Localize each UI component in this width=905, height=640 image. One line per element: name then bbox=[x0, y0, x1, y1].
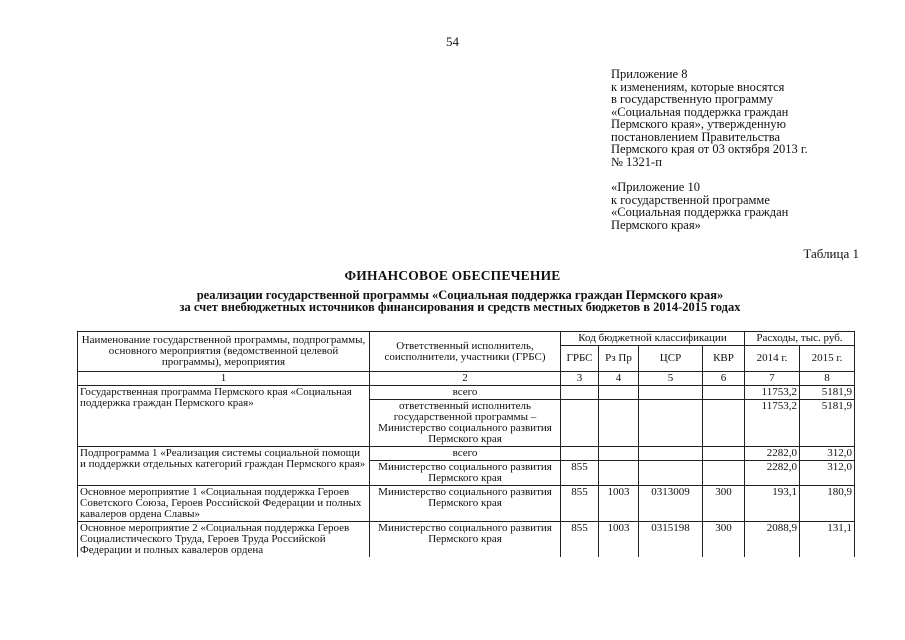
cell-rzpr: 1003 bbox=[599, 522, 639, 558]
row-executor: Министерство социального развития Пермского края bbox=[370, 486, 561, 522]
cell-kvr bbox=[703, 400, 745, 447]
row-executor: Министерство социального развития Пермского края bbox=[370, 522, 561, 558]
column-number: 5 bbox=[639, 372, 703, 386]
row-executor: ответственный исполнитель государственной программы – Министерство социального развития Пермского края bbox=[370, 400, 561, 447]
table-row bbox=[78, 486, 855, 522]
page-number: 54 bbox=[446, 34, 459, 49]
document-title: ФИНАНСОВОЕ ОБЕСПЕЧЕНИЕ bbox=[344, 268, 561, 283]
cell-kvr: 300 bbox=[703, 486, 745, 522]
appendix-10-line: «Социальная поддержка граждан bbox=[611, 205, 789, 219]
cell-kvr bbox=[703, 447, 745, 461]
cell-rzpr bbox=[599, 447, 639, 461]
cell-kvr: 300 bbox=[703, 522, 745, 558]
appendix-8-line: постановлением Правительства bbox=[611, 129, 781, 144]
cell-2015: 131,1 bbox=[800, 522, 855, 558]
cell-csr: 0313009 bbox=[639, 486, 703, 522]
appendix-8-line: «Социальная поддержка граждан bbox=[611, 104, 789, 119]
row-executor: всего bbox=[370, 386, 561, 400]
appendix-8-line: Приложение 8 bbox=[611, 67, 688, 81]
appendix-10-note bbox=[611, 181, 871, 231]
column-number: 2 bbox=[370, 372, 561, 386]
header-kvr: КВР bbox=[703, 346, 745, 372]
cell-grbs bbox=[561, 386, 599, 400]
cell-2015: 5181,9 bbox=[800, 386, 855, 400]
row-executor: Министерство социального развития Пермского края bbox=[370, 461, 561, 486]
header-rzpr: Рз Пр bbox=[599, 346, 639, 372]
cell-2014: 2088,9 bbox=[745, 522, 800, 558]
cell-2014: 2282,0 bbox=[745, 447, 800, 461]
appendix-10-line: к государственной программе bbox=[611, 192, 770, 207]
financing-table bbox=[77, 331, 855, 557]
cell-rzpr bbox=[599, 386, 639, 400]
subtitle-line: реализации государственной программы «Социальная поддержка граждан Пермского края» bbox=[196, 288, 724, 302]
cell-rzpr bbox=[599, 400, 639, 447]
cell-rzpr bbox=[599, 461, 639, 486]
cell-2015: 5181,9 bbox=[800, 400, 855, 447]
header-2014: 2014 г. bbox=[745, 346, 800, 372]
cell-csr: 0315198 bbox=[639, 522, 703, 558]
appendix-8-line: в государственную программу bbox=[611, 92, 774, 106]
appendix-8-line: Пермского края», утвержденную bbox=[611, 117, 786, 131]
appendix-8-line: № 1321-п bbox=[611, 154, 662, 169]
table-row bbox=[78, 447, 855, 461]
row-name: Основное мероприятие 2 «Социальная поддержка Героев Социалистического Труда, Героев Труда Российской Федерации и полных кавалеров ордена bbox=[78, 522, 370, 558]
row-name: Подпрограмма 1 «Реализация системы социальной помощи и поддержки отдельных категорий граждан Пермского края» bbox=[78, 447, 370, 486]
table-row bbox=[78, 386, 855, 400]
cell-2014: 11753,2 bbox=[745, 386, 800, 400]
cell-kvr bbox=[703, 461, 745, 486]
table-row bbox=[78, 522, 855, 558]
cell-csr bbox=[639, 400, 703, 447]
table-label: Таблица 1 bbox=[803, 246, 859, 261]
cell-grbs: 855 bbox=[561, 522, 599, 558]
cell-grbs: 855 bbox=[561, 461, 599, 486]
row-name: Государственная программа Пермского края «Социальная поддержка граждан Пермского края» bbox=[78, 386, 370, 447]
column-number: 1 bbox=[78, 372, 370, 386]
header-grbs: ГРБС bbox=[561, 346, 599, 372]
cell-kvr bbox=[703, 386, 745, 400]
appendix-8-line: к изменениям, которые вносятся bbox=[611, 79, 785, 94]
header-2015: 2015 г. bbox=[800, 346, 855, 372]
cell-csr bbox=[639, 386, 703, 400]
cell-2014: 11753,2 bbox=[745, 400, 800, 447]
cell-2015: 312,0 bbox=[800, 461, 855, 486]
header-csr: ЦСР bbox=[639, 346, 703, 372]
document-subtitle bbox=[60, 289, 860, 313]
cell-grbs bbox=[561, 447, 599, 461]
cell-csr bbox=[639, 447, 703, 461]
appendix-8-line: Пермского края от 03 октября 2013 г. bbox=[611, 142, 808, 156]
cell-2015: 312,0 bbox=[800, 447, 855, 461]
header-expenses: Расходы, тыс. руб. bbox=[745, 332, 855, 346]
header-budget-code: Код бюджетной классификации bbox=[561, 332, 745, 346]
cell-grbs bbox=[561, 400, 599, 447]
column-number: 6 bbox=[703, 372, 745, 386]
appendix-8-note bbox=[611, 68, 871, 168]
row-name: Основное мероприятие 1 «Социальная поддержка Героев Советского Союза, Героев Российской Федерации и полных кавалеров ордена Славы» bbox=[78, 486, 370, 522]
cell-grbs: 855 bbox=[561, 486, 599, 522]
column-number: 7 bbox=[745, 372, 800, 386]
column-number: 4 bbox=[599, 372, 639, 386]
header-name: Наименование государственной программы, подпрограммы, основного мероприятия (ведомственной целевой программы), мероприятия bbox=[78, 332, 370, 372]
row-executor: всего bbox=[370, 447, 561, 461]
column-number: 8 bbox=[800, 372, 855, 386]
cell-2014: 193,1 bbox=[745, 486, 800, 522]
cell-rzpr: 1003 bbox=[599, 486, 639, 522]
appendix-10-line: «Приложение 10 bbox=[611, 180, 700, 194]
cell-2014: 2282,0 bbox=[745, 461, 800, 486]
header-executor: Ответственный исполнитель, соисполнители, участники (ГРБС) bbox=[370, 332, 561, 372]
cell-csr bbox=[639, 461, 703, 486]
subtitle-line: за счет внебюджетных источников финансирования и средств местных бюджетов в 2014-2015 годах bbox=[179, 300, 741, 314]
column-number: 3 bbox=[561, 372, 599, 386]
cell-2015: 180,9 bbox=[800, 486, 855, 522]
appendix-10-line: Пермского края» bbox=[611, 217, 701, 232]
